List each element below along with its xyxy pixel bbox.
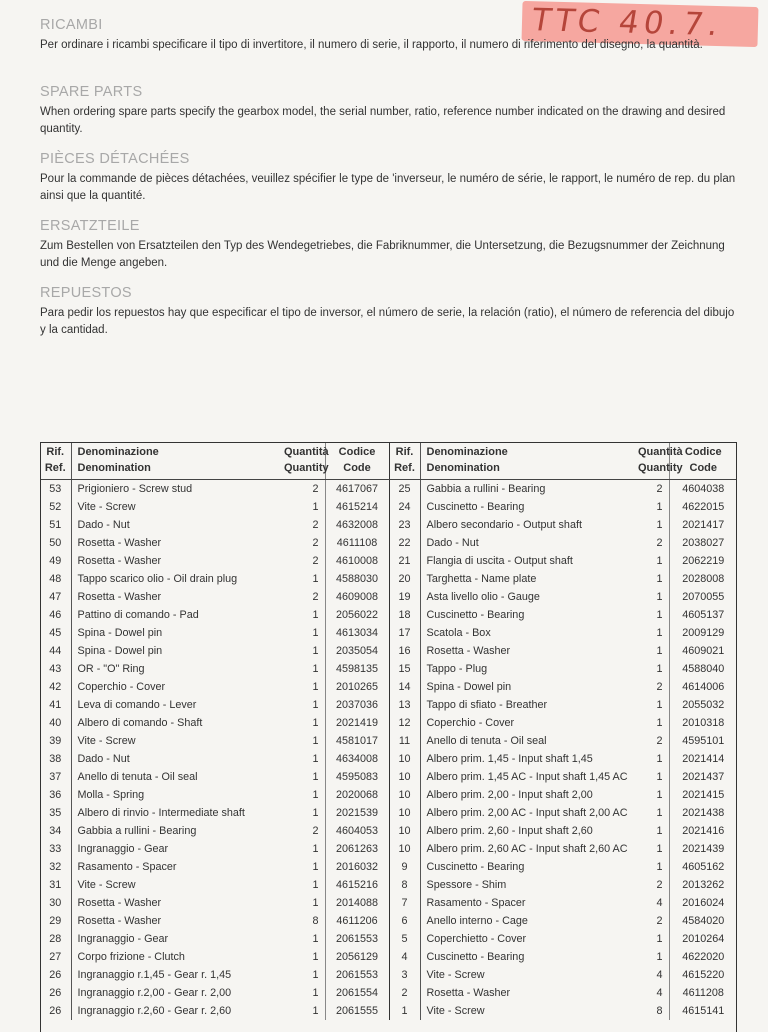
table-row: [40, 750, 737, 768]
header-denomination: Denominazione Denomination: [420, 442, 635, 480]
cell-denomination: Albero prim. 2,00 - Input shaft 2,00: [426, 789, 593, 801]
cell-quantity: 1: [281, 696, 325, 714]
cell-denomination: Cuscinetto - Bearing: [426, 609, 525, 621]
cell-ref: 23: [389, 516, 420, 534]
header-ref: Rif. Ref.: [389, 442, 420, 480]
table-row: [40, 642, 737, 660]
cell-quantity: 1: [635, 696, 669, 714]
table-header-row: [40, 442, 737, 480]
cell-quantity: 2: [635, 534, 669, 552]
cell-denomination: Vite - Screw: [77, 501, 136, 513]
cell-denomination: Tappo - Plug: [426, 663, 488, 675]
cell-denomination: Rosetta - Washer: [426, 645, 511, 657]
cell-code: 4615216: [325, 876, 389, 894]
cell-code: 2035054: [325, 642, 389, 660]
cell-quantity: 1: [635, 624, 669, 642]
cell-quantity: 1: [281, 984, 325, 1002]
cell-code: 2010318: [682, 717, 725, 729]
cell-ref: 4: [389, 948, 420, 966]
cell-quantity: 1: [281, 624, 325, 642]
cell-quantity: 1: [635, 858, 669, 876]
cell-quantity: 2: [281, 534, 325, 552]
cell-denomination: Scatola - Box: [426, 627, 491, 639]
cell-denomination: Tappo scarico olio - Oil drain plug: [77, 573, 238, 585]
cell-denomination: Corpo frizione - Clutch: [77, 951, 185, 963]
table-row: [40, 966, 737, 984]
cell-denomination: Ingranaggio - Gear: [77, 933, 169, 945]
cell-denomination: Prigioniero - Screw stud: [77, 483, 193, 495]
table-row: [40, 858, 737, 876]
cell-denomination: Rosetta - Washer: [77, 897, 162, 909]
cell-denomination: Rosetta - Washer: [77, 915, 162, 927]
cell-quantity: 1: [281, 858, 325, 876]
cell-code: 2016024: [682, 897, 725, 909]
table-row: [40, 606, 737, 624]
cell-code: 4613034: [325, 624, 389, 642]
cell-quantity: 1: [635, 642, 669, 660]
cell-ref: 16: [389, 642, 420, 660]
table-row: [40, 516, 737, 534]
cell-quantity: 2: [281, 822, 325, 840]
cell-denomination: Dado - Nut: [77, 753, 130, 765]
cell-quantity: 1: [635, 498, 669, 516]
table-row: [40, 786, 737, 804]
cell-quantity: 1: [281, 876, 325, 894]
cell-quantity: 2: [635, 912, 669, 930]
cell-code: 4588030: [325, 570, 389, 588]
cell-denomination: Ingranaggio r.2,00 - Gear r. 2,00: [77, 987, 232, 999]
cell-code: 2013262: [682, 879, 725, 891]
cell-quantity: 1: [635, 660, 669, 678]
table-row: [40, 984, 737, 1002]
cell-ref: 45: [40, 624, 71, 642]
cell-denomination: Ingranaggio r.2,60 - Gear r. 2,60: [77, 1005, 232, 1017]
cell-quantity: 1: [635, 948, 669, 966]
table-row: [40, 552, 737, 570]
table-row: [40, 732, 737, 750]
cell-quantity: 2: [281, 552, 325, 570]
cell-denomination: Rosetta - Washer: [77, 555, 162, 567]
cell-denomination: Anello interno - Cage: [426, 915, 528, 927]
table-row: [40, 624, 737, 642]
cell-denomination: Cuscinetto - Bearing: [426, 501, 525, 513]
cell-code: 2021438: [682, 807, 725, 819]
cell-ref: 17: [389, 624, 420, 642]
cell-quantity: 1: [635, 840, 669, 858]
cell-code: 4609008: [325, 588, 389, 606]
table-row: [40, 696, 737, 714]
cell-denomination: Dado - Nut: [426, 537, 479, 549]
cell-code: 4598135: [325, 660, 389, 678]
cell-code: 4605162: [682, 861, 725, 873]
cell-ref: 12: [389, 714, 420, 732]
cell-quantity: 1: [281, 570, 325, 588]
cell-code: 2061555: [325, 1002, 389, 1020]
section-repuestos: [40, 285, 740, 339]
cell-code: 2021439: [682, 843, 725, 855]
cell-quantity: 4: [635, 894, 669, 912]
cell-ref: 32: [40, 858, 71, 876]
section-text: Per ordinare i ricambi specificare il tipo di invertitore, il numero di serie, il rapporto, il numero di riferimento del disegno, la quantità.: [40, 39, 703, 51]
cell-code: 2061553: [325, 930, 389, 948]
cell-code: 4634008: [325, 750, 389, 768]
cell-denomination: Coperchietto - Cover: [426, 933, 527, 945]
cell-ref: 26: [40, 984, 71, 1002]
cell-quantity: 1: [635, 552, 669, 570]
table-row: [40, 714, 737, 732]
cell-ref: 51: [40, 516, 71, 534]
cell-code: 4615141: [682, 1005, 725, 1017]
cell-ref: 53: [40, 480, 71, 499]
cell-ref: 27: [40, 948, 71, 966]
cell-quantity: 1: [635, 588, 669, 606]
cell-quantity: 1: [281, 948, 325, 966]
cell-denomination: Targhetta - Name plate: [426, 573, 537, 585]
cell-code: 2020068: [325, 786, 389, 804]
section-text: When ordering spare parts specify the gearbox model, the serial number, ratio, reference number indicated on the drawing and desired quantity.: [40, 106, 726, 135]
cell-code: 2021539: [325, 804, 389, 822]
cell-code: 4581017: [325, 732, 389, 750]
cell-ref: 48: [40, 570, 71, 588]
cell-code: 4615214: [325, 498, 389, 516]
section-pieces-detachees: [40, 151, 740, 205]
cell-ref: 42: [40, 678, 71, 696]
table-row: [40, 876, 737, 894]
cell-code: 4609021: [682, 645, 725, 657]
section-ersatzteile: [40, 218, 740, 272]
cell-denomination: Rosetta - Washer: [77, 591, 162, 603]
cell-code: 2021417: [682, 519, 725, 531]
cell-denomination: Ingranaggio r.1,45 - Gear r. 1,45: [77, 969, 232, 981]
cell-ref: 8: [389, 876, 420, 894]
cell-ref: 3: [389, 966, 420, 984]
cell-code: 2010264: [682, 933, 725, 945]
cell-quantity: 1: [281, 966, 325, 984]
cell-code: 2014088: [325, 894, 389, 912]
table-row: [40, 660, 737, 678]
cell-denomination: Coperchio - Cover: [77, 681, 166, 693]
section-text: Zum Bestellen von Ersatzteilen den Typ des Wendegetriebes, die Fabriknummer, die Untersetzung, die Bezugsnummer der Zeichnung und die Menge angeben.: [40, 240, 725, 269]
cell-ref: 49: [40, 552, 71, 570]
cell-ref: 9: [389, 858, 420, 876]
section-ricambi: [40, 17, 740, 54]
cell-code: 4611108: [325, 534, 389, 552]
table-row: [40, 930, 737, 948]
cell-quantity: 1: [281, 1002, 325, 1020]
cell-quantity: 1: [635, 750, 669, 768]
cell-ref: 11: [389, 732, 420, 750]
cell-ref: 33: [40, 840, 71, 858]
cell-quantity: 1: [281, 930, 325, 948]
cell-ref: 47: [40, 588, 71, 606]
table-row: [40, 840, 737, 858]
cell-ref: 10: [389, 768, 420, 786]
cell-ref: 24: [389, 498, 420, 516]
cell-quantity: 1: [281, 678, 325, 696]
cell-ref: 10: [389, 822, 420, 840]
cell-code: 4604053: [325, 822, 389, 840]
cell-code: 4604038: [682, 483, 725, 495]
cell-denomination: Spina - Dowel pin: [77, 627, 163, 639]
cell-quantity: 1: [281, 804, 325, 822]
cell-ref: 7: [389, 894, 420, 912]
cell-ref: 20: [389, 570, 420, 588]
cell-code: 4617067: [325, 480, 389, 499]
cell-denomination: Rosetta - Washer: [77, 537, 162, 549]
cell-quantity: 1: [281, 660, 325, 678]
cell-ref: 37: [40, 768, 71, 786]
cell-denomination: Ingranaggio - Gear: [77, 843, 169, 855]
cell-quantity: 2: [281, 480, 325, 499]
cell-code: 2016032: [325, 858, 389, 876]
cell-denomination: Vite - Screw: [426, 969, 485, 981]
cell-ref: 31: [40, 876, 71, 894]
header-ref: Rif. Ref.: [40, 442, 71, 480]
cell-ref: 29: [40, 912, 71, 930]
cell-code: 2021416: [682, 825, 725, 837]
cell-ref: 19: [389, 588, 420, 606]
cell-quantity: 8: [635, 1002, 669, 1020]
table-row: [40, 570, 737, 588]
table-row: [40, 1002, 737, 1020]
cell-quantity: 1: [635, 768, 669, 786]
cell-code: 2037036: [325, 696, 389, 714]
cell-quantity: 1: [635, 930, 669, 948]
cell-ref: 10: [389, 750, 420, 768]
table-row: [40, 768, 737, 786]
cell-quantity: 2: [281, 588, 325, 606]
cell-quantity: 1: [281, 768, 325, 786]
cell-code: 4610008: [325, 552, 389, 570]
cell-quantity: 4: [635, 984, 669, 1002]
cell-denomination: Vite - Screw: [77, 879, 136, 891]
cell-denomination: Vite - Screw: [426, 1005, 485, 1017]
cell-denomination: Rasamento - Spacer: [426, 897, 526, 909]
cell-quantity: 2: [635, 732, 669, 750]
table-row: [40, 480, 737, 499]
spare-parts-table: [40, 442, 737, 1020]
cell-code: 2021437: [682, 771, 725, 783]
cell-ref: 38: [40, 750, 71, 768]
cell-code: 2056129: [325, 948, 389, 966]
cell-ref: 41: [40, 696, 71, 714]
section-text: Para pedir los repuestos hay que especificar el tipo de inversor, el número de serie, la relación (ratio), el número de referencia del dibujo y la cantidad.: [40, 307, 735, 336]
cell-ref: 44: [40, 642, 71, 660]
cell-code: 2061554: [325, 984, 389, 1002]
cell-code: 2061263: [325, 840, 389, 858]
cell-ref: 26: [40, 1002, 71, 1020]
cell-denomination: Albero secondario - Output shaft: [426, 519, 582, 531]
cell-denomination: Albero prim. 2,00 AC - Input shaft 2,00 AC: [426, 807, 628, 819]
cell-denomination: OR - "O" Ring: [77, 663, 145, 675]
cell-code: 2021419: [325, 714, 389, 732]
cell-code: 2021415: [682, 789, 725, 801]
cell-ref: 10: [389, 804, 420, 822]
cell-ref: 2: [389, 984, 420, 1002]
handwritten-note-text: TTC 40.7.: [529, 2, 726, 44]
cell-code: 4588040: [682, 663, 725, 675]
cell-code: 4605137: [682, 609, 725, 621]
cell-code: 2070055: [682, 591, 725, 603]
cell-denomination: Rasamento - Spacer: [77, 861, 177, 873]
cell-denomination: Albero di comando - Shaft: [77, 717, 203, 729]
header-code: Codice Code: [669, 442, 737, 480]
cell-denomination: Flangia di uscita - Output shaft: [426, 555, 573, 567]
cell-quantity: 1: [281, 894, 325, 912]
cell-denomination: Vite - Screw: [77, 735, 136, 747]
cell-ref: 30: [40, 894, 71, 912]
cell-code: 2009129: [682, 627, 725, 639]
cell-code: 2021414: [682, 753, 725, 765]
cell-code: 4595083: [325, 768, 389, 786]
cell-ref: 13: [389, 696, 420, 714]
cell-code: 2038027: [682, 537, 725, 549]
header-code: Codice Code: [325, 442, 389, 480]
cell-denomination: Cuscinetto - Bearing: [426, 951, 525, 963]
cell-quantity: 1: [281, 786, 325, 804]
cell-quantity: 8: [281, 912, 325, 930]
cell-denomination: Spessore - Shim: [426, 879, 507, 891]
cell-quantity: 1: [281, 714, 325, 732]
cell-denomination: Pattino di comando - Pad: [77, 609, 199, 621]
cell-quantity: 1: [635, 516, 669, 534]
cell-code: 2056022: [325, 606, 389, 624]
table-row: [40, 822, 737, 840]
cell-quantity: 1: [281, 606, 325, 624]
cell-code: 2055032: [682, 699, 725, 711]
cell-ref: 50: [40, 534, 71, 552]
cell-ref: 5: [389, 930, 420, 948]
cell-code: 4611208: [682, 987, 724, 999]
cell-denomination: Molla - Spring: [77, 789, 145, 801]
table-row: [40, 948, 737, 966]
cell-quantity: 4: [635, 966, 669, 984]
section-title: REPUESTOS: [40, 285, 132, 301]
cell-quantity: 2: [635, 678, 669, 696]
cell-quantity: 1: [281, 732, 325, 750]
cell-ref: 52: [40, 498, 71, 516]
cell-quantity: 1: [635, 570, 669, 588]
cell-denomination: Dado - Nut: [77, 519, 130, 531]
cell-ref: 39: [40, 732, 71, 750]
header-quantity: Quantità Quantity: [281, 442, 325, 480]
cell-ref: 21: [389, 552, 420, 570]
cell-code: 4615220: [682, 969, 725, 981]
section-title: ERSATZTEILE: [40, 218, 140, 234]
cell-quantity: 1: [635, 714, 669, 732]
cell-denomination: Albero di rinvio - Intermediate shaft: [77, 807, 245, 819]
cell-denomination: Rosetta - Washer: [426, 987, 511, 999]
cell-ref: 10: [389, 840, 420, 858]
cell-denomination: Albero prim. 1,45 - Input shaft 1,45: [426, 753, 593, 765]
cell-ref: 1: [389, 1002, 420, 1020]
cell-quantity: 1: [281, 840, 325, 858]
cell-quantity: 1: [635, 786, 669, 804]
cell-ref: 10: [389, 786, 420, 804]
cell-code: 4614006: [682, 681, 725, 693]
header-denomination: Denominazione Denomination: [71, 442, 281, 480]
cell-quantity: 2: [635, 876, 669, 894]
cell-denomination: Gabbia a rullini - Bearing: [426, 483, 546, 495]
cell-ref: 34: [40, 822, 71, 840]
cell-ref: 14: [389, 678, 420, 696]
cell-denomination: Cuscinetto - Bearing: [426, 861, 525, 873]
section-title: SPARE PARTS: [40, 84, 143, 100]
header-quantity: Quantità Quantity: [635, 442, 669, 480]
table-row: [40, 894, 737, 912]
cell-code: 4584020: [682, 915, 725, 927]
section-title: PIÈCES DÉTACHÉES: [40, 151, 190, 167]
cell-ref: 18: [389, 606, 420, 624]
cell-quantity: 1: [635, 804, 669, 822]
table-row: [40, 678, 737, 696]
cell-ref: 28: [40, 930, 71, 948]
cell-denomination: Leva di comando - Lever: [77, 699, 197, 711]
cell-denomination: Gabbia a rullini - Bearing: [77, 825, 197, 837]
cell-denomination: Anello di tenuta - Oil seal: [77, 771, 198, 783]
table-row: [40, 912, 737, 930]
table-row: [40, 804, 737, 822]
cell-denomination: Albero prim. 2,60 AC - Input shaft 2,60 AC: [426, 843, 628, 855]
cell-code: 2061553: [325, 966, 389, 984]
table-row: [40, 534, 737, 552]
cell-code: 2028008: [682, 573, 725, 585]
cell-quantity: 2: [281, 516, 325, 534]
cell-code: 4622020: [682, 951, 725, 963]
cell-ref: 15: [389, 660, 420, 678]
cell-quantity: 1: [281, 750, 325, 768]
cell-code: 2010265: [325, 678, 389, 696]
cell-ref: 46: [40, 606, 71, 624]
table-row: [40, 498, 737, 516]
cell-ref: 36: [40, 786, 71, 804]
cell-denomination: Albero prim. 1,45 AC - Input shaft 1,45 AC: [426, 771, 628, 783]
cell-denomination: Albero prim. 2,60 - Input shaft 2,60: [426, 825, 593, 837]
cell-quantity: 2: [635, 480, 669, 499]
cell-ref: 6: [389, 912, 420, 930]
cell-denomination: Spina - Dowel pin: [426, 681, 512, 693]
cell-ref: 25: [389, 480, 420, 499]
cell-quantity: 1: [281, 642, 325, 660]
cell-denomination: Anello di tenuta - Oil seal: [426, 735, 547, 747]
cell-ref: 35: [40, 804, 71, 822]
cell-quantity: 1: [635, 606, 669, 624]
cell-code: 4611206: [325, 912, 389, 930]
cell-denomination: Tappo di sfiato - Breather: [426, 699, 548, 711]
cell-ref: 26: [40, 966, 71, 984]
cell-ref: 43: [40, 660, 71, 678]
cell-quantity: 1: [281, 498, 325, 516]
section-title: RICAMBI: [40, 17, 103, 33]
cell-code: 4595101: [682, 735, 725, 747]
section-spare-parts: [40, 84, 740, 138]
cell-denomination: Coperchio - Cover: [426, 717, 515, 729]
cell-quantity: 1: [635, 822, 669, 840]
cell-ref: 22: [389, 534, 420, 552]
cell-denomination: Asta livello olio - Gauge: [426, 591, 540, 603]
cell-code: 4622015: [682, 501, 725, 513]
cell-denomination: Spina - Dowel pin: [77, 645, 163, 657]
cell-code: 4632008: [325, 516, 389, 534]
table-row: [40, 588, 737, 606]
cell-ref: 40: [40, 714, 71, 732]
cell-code: 2062219: [682, 555, 725, 567]
section-text: Pour la commande de pièces détachées, veuillez spécifier le type de 'inverseur, le numéro de série, le rapport, le numéro de rep. du plan ainsi que la quantité.: [40, 173, 736, 202]
